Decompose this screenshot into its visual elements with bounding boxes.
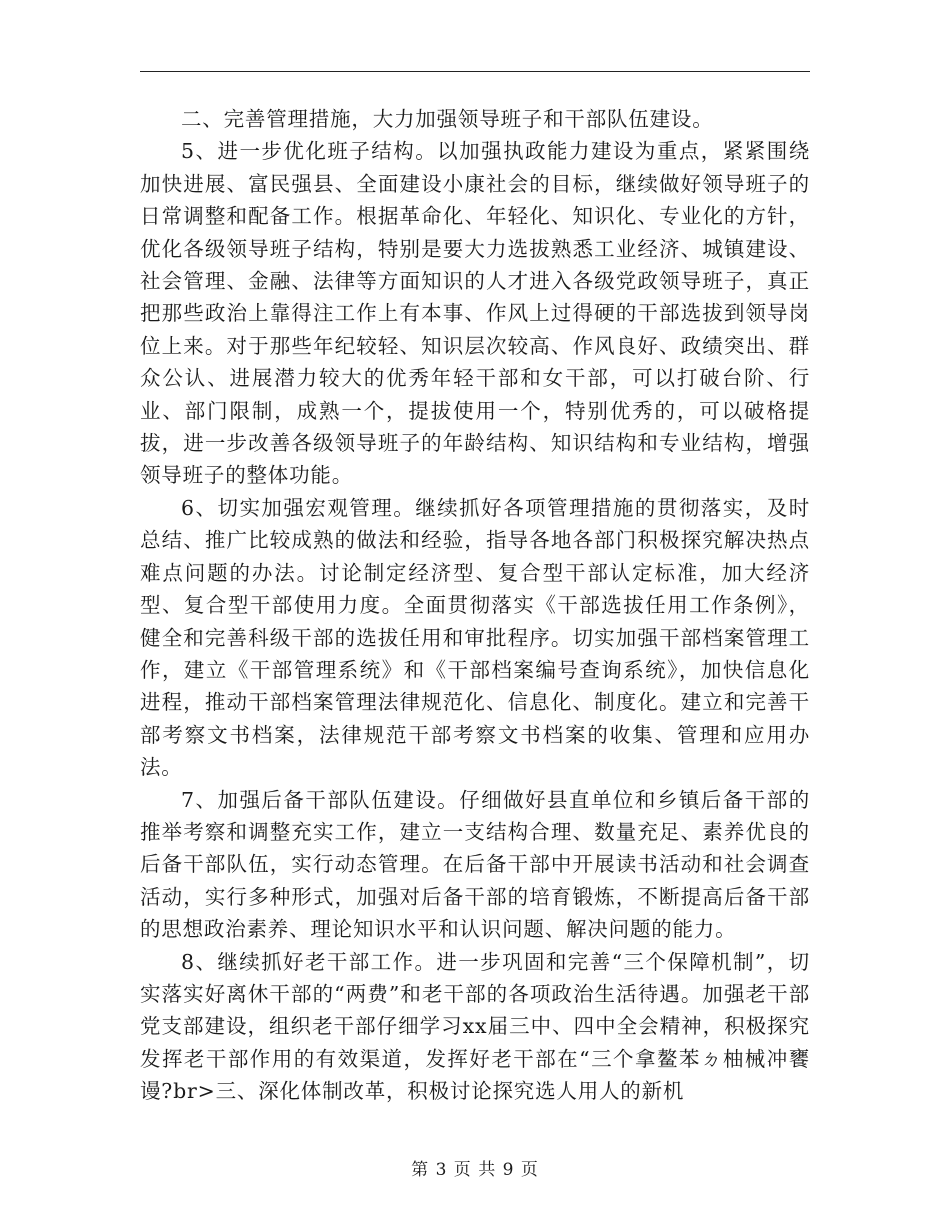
- section-heading: 二、完善管理措施，大力加强领导班子和干部队伍建设。: [181, 107, 714, 131]
- header-divider: [140, 71, 810, 72]
- page-footer: [0, 1155, 950, 1180]
- paragraph-item-8: 8、继续抓好老干部工作。进一步巩固和完善“三个保障机制”，切实落实好离休干部的“两费”和老干部的各项政治生活待遇。加强老干部党支部建设，组织老干部仔细学习xx届三中、四中全会精神，积极探究发挥老干部作用的有效渠道，发挥好老干部在“三个拿鳌苯ㄉ柚械冲饔谩?br>三、深化体制改革，积极讨论探究选人用人的新机: [140, 949, 810, 1104]
- paragraph-item-6: 6、切实加强宏观管理。继续抓好各项管理措施的贯彻落实，及时总结、推广比较成熟的做法和经验，指导各地各部门积极探究解决热点难点问题的办法。讨论制定经济型、复合型干部认定标准，加大经济型、复合型干部使用力度。全面贯彻落实《干部选拔任用工作条例》，健全和完善科级干部的选拔任用和审批程序。切实加强干部档案管理工作，建立《干部管理系统》和《干部档案编号查询系统》，加快信息化进程，推动干部档案管理法律规范化、信息化、制度化。建立和完善干部考察文书档案，法律规范干部考察文书档案的收集、管理和应用办法。: [140, 495, 810, 780]
- document-body: [140, 103, 810, 1108]
- paragraph-item-7: 7、加强后备干部队伍建设。仔细做好县直单位和乡镇后备干部的推举考察和调整充实工作，建立一支结构合理、数量充足、素养优良的后备干部队伍，实行动态管理。在后备干部中开展读书活动和社会调查活动，实行多种形式，加强对后备干部的培育锻炼，不断提高后备干部的思想政治素养、理论知识水平和认识问题、解决问题的能力。: [140, 787, 810, 942]
- page-number-label: 第 3 页 共 9 页: [411, 1160, 539, 1180]
- paragraph-item-5: 5、进一步优化班子结构。以加强执政能力建设为重点，紧紧围绕加快进展、富民强县、全面建设小康社会的目标，继续做好领导班子的日常调整和配备工作。根据革命化、年轻化、知识化、专业化的方针，优化各级领导班子结构，特别是要大力选拔熟悉工业经济、城镇建设、社会管理、金融、法律等方面知识的人才进入各级党政领导班子，真正把那些政治上靠得注工作上有本事、作风上过得硬的干部选拔到领导岗位上来。对于那些年纪较轻、知识层次较高、作风良好、政绩突出、群众公认、进展潜力较大的优秀年轻干部和女干部，可以打破台阶、行业、部门限制，成熟一个，提拔使用一个，特别优秀的，可以破格提拔，进一步改善各级领导班子的年龄结构、知识结构和专业结构，增强领导班子的整体功能。: [140, 139, 810, 488]
